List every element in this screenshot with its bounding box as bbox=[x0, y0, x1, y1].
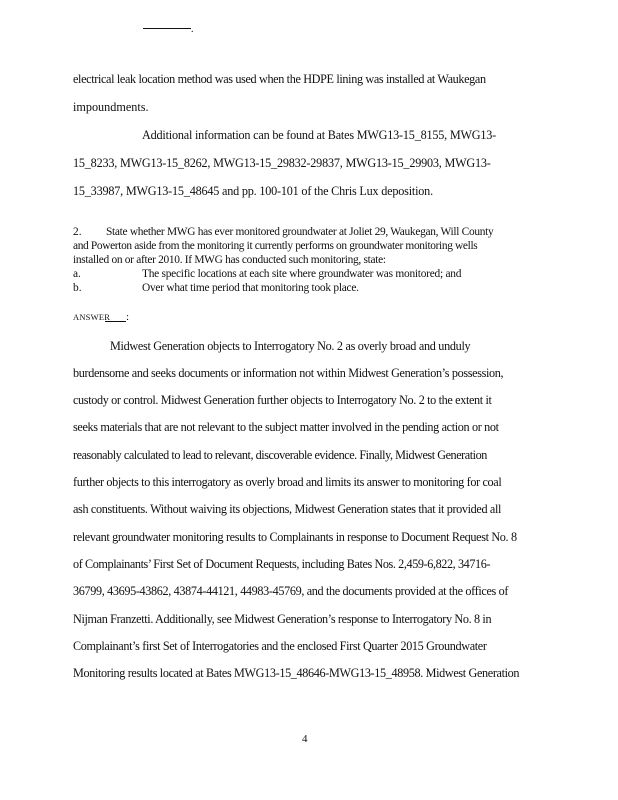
answer-line-1: Midwest Generation objects to Interrogatory No. 2 as overly broad and unduly bbox=[110, 339, 471, 353]
question-line-3: installed on or after 2010. If MWG has conducted such monitoring, state: bbox=[73, 254, 386, 266]
top-mark: . bbox=[191, 24, 194, 35]
answer-line-8: relevant groundwater monitoring results to Complainants in response to Document Request No. 8 bbox=[73, 530, 517, 544]
paragraph-1-line-1: electrical leak location method was used when the HDPE lining was installed at Waukegan bbox=[73, 72, 486, 86]
page-number: 4 bbox=[302, 733, 308, 745]
paragraph-1-line-2: impoundments. bbox=[73, 100, 149, 114]
answer-line-9: of Complainants’ First Set of Document Requests, including Bates Nos. 2,459-6,822, 34716- bbox=[73, 557, 491, 571]
top-rule bbox=[143, 28, 191, 29]
paragraph-2-line-1: Additional information can be found at Bates MWG13-15_8155, MWG13- bbox=[142, 128, 497, 142]
question-item-a-text: The specific locations at each site where groundwater was monitored; and bbox=[142, 268, 462, 280]
answer-underline bbox=[105, 321, 126, 322]
answer-line-4: seeks materials that are not relevant to the subject matter involved in the pending action or not bbox=[73, 420, 499, 434]
answer-line-6: further objects to this interrogatory as overly broad and limits its answer to monitoring for coal bbox=[73, 475, 502, 489]
question-item-a-label: a. bbox=[73, 268, 81, 280]
question-line-2: and Powerton aside from the monitoring it currently performs on groundwater monitoring wells bbox=[73, 240, 478, 252]
answer-line-2: burdensome and seeks documents or information not within Midwest Generation’s possession, bbox=[73, 366, 504, 380]
question-number: 2. bbox=[73, 226, 82, 238]
question-line-1: State whether MWG has ever monitored groundwater at Joliet 29, Waukegan, Will County bbox=[106, 226, 494, 238]
answer-line-11: Nijman Franzetti. Additionally, see Midwest Generation’s response to Interrogatory No. 8 in bbox=[73, 612, 492, 626]
paragraph-2-line-3: 15_33987, MWG13-15_48645 and pp. 100-101 of the Chris Lux deposition. bbox=[73, 184, 433, 198]
answer-line-13: Monitoring results located at Bates MWG13-15_48646-MWG13-15_48958. Midwest Generation bbox=[73, 666, 520, 680]
answer-line-10: 36799, 43695-43862, 43874-44121, 44983-45769, and the documents provided at the offices of bbox=[73, 584, 509, 598]
answer-line-5: reasonably calculated to lead to relevant, discoverable evidence. Finally, Midwest Generation bbox=[73, 448, 487, 462]
answer-line-3: custody or control. Midwest Generation further objects to Interrogatory No. 2 to the extent it bbox=[73, 393, 492, 407]
question-item-b-label: b. bbox=[73, 282, 82, 294]
question-item-b-text: Over what time period that monitoring took place. bbox=[142, 282, 359, 294]
answer-colon: : bbox=[126, 311, 130, 323]
answer-label: ANSWER bbox=[73, 312, 111, 322]
answer-line-12: Complainant’s first Set of Interrogatories and the enclosed First Quarter 2015 Groundwater bbox=[73, 639, 487, 653]
answer-line-7: ash constituents. Without waiving its objections, Midwest Generation states that it provided all bbox=[73, 502, 502, 516]
paragraph-2-line-2: 15_8233, MWG13-15_8262, MWG13-15_29832-29837, MWG13-15_29903, MWG13- bbox=[73, 156, 491, 170]
